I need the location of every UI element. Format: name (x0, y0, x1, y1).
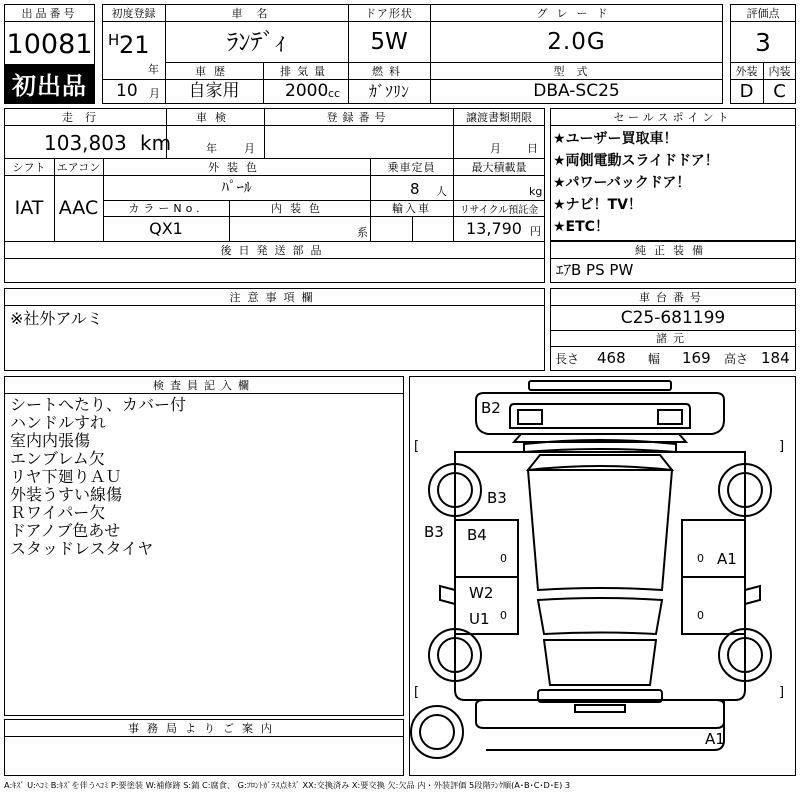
bracket-mark: [ (414, 439, 420, 454)
equipment-label: 純正装備 (635, 243, 711, 257)
car-diagram (409, 376, 796, 776)
damage-mark: A1 (705, 730, 725, 748)
transfer-label: 譲渡書類期限 (466, 110, 532, 124)
history-label: 車歴 (195, 64, 233, 78)
transfer-day-unit: 日 (527, 142, 538, 155)
bracket-mark: [ (414, 685, 420, 700)
equipment-value: ｴｱB PS PW (556, 261, 634, 279)
first-listing-badge: 初出品 (5, 64, 94, 103)
insp-year-unit: 年 (206, 142, 217, 155)
chassis-label: 車台番号 (639, 290, 707, 304)
listing-no: 10081 (6, 28, 93, 60)
sales-points-list (553, 128, 793, 238)
displacement-unit: cc (328, 87, 341, 100)
damage-mark: B3 (424, 523, 444, 541)
sales-points-label: セールスポイント (613, 110, 733, 124)
sales-point-item: ★パワーバックドア！ (553, 175, 691, 191)
inspector-note: リヤ下廻りＡＵ (10, 467, 122, 486)
month-unit: 月 (149, 87, 160, 100)
caution-label: 注意事項欄 (229, 290, 320, 304)
zero-mark: 0 (500, 552, 507, 565)
int-color-label: 内装色 (271, 202, 328, 215)
history: 自家用 (188, 81, 240, 101)
int-color-unit: 系 (357, 226, 368, 239)
inspector-note: スタッドレスタイヤ (10, 539, 154, 558)
inspector-notes (10, 396, 400, 558)
capacity-label: 乗車定員 (387, 160, 436, 174)
interior-grade: C (773, 80, 786, 102)
shift: IAT (14, 196, 44, 219)
first-reg-month: 10 (116, 81, 138, 101)
recycle-label: リサイクル預託金 (459, 204, 539, 216)
dims-label: 諸元 (656, 332, 690, 345)
score: 3 (755, 27, 771, 57)
displacement-label: 排気量 (280, 64, 331, 78)
damage-mark: A1 (717, 550, 737, 568)
sales-point-item: ★ETC！ (553, 219, 609, 235)
damage-mark: B2 (481, 399, 501, 417)
import-label: 輸入車 (392, 202, 431, 215)
door-label: ドア形状 (365, 6, 413, 20)
score-label: 評価点 (746, 6, 780, 20)
inspector-note: シートへたり、カバー付 (10, 395, 187, 414)
inspector-note: ドアノブ色あせ (10, 521, 121, 540)
ac-label: エアコン (56, 160, 101, 174)
inspector-note: エンブレム欠 (10, 449, 105, 468)
damage-mark: B3 (487, 489, 507, 507)
grade-label: グレード (536, 6, 617, 20)
inspector-note: 外装うすい線傷 (10, 485, 123, 504)
displacement: 2000 (285, 81, 329, 101)
legend: A:ｷｽﾞ U:ﾍｺﾐ B:ｷｽﾞを伴うﾍｺﾐ P:要塗装 W:補修跡 S:錆 C:腐食、 G:ﾌﾛﾝﾄｶﾞﾗｽ点ｷｽﾞ XX:交換済み X:要交換 欠:欠品 内・外装評価 5段階ﾗﾝｸ順(A･B･C･D･E) 3 (4, 781, 571, 790)
zero-mark: 0 (697, 552, 704, 565)
inspector-note: Ｒワイパー欠 (10, 503, 106, 522)
inspector-label: 検査員記入欄 (153, 378, 255, 392)
length-label: 長さ (555, 352, 580, 366)
capacity-unit: 人 (436, 185, 447, 198)
exterior-label: 外装 (735, 64, 758, 78)
car-name: ﾗﾝﾃﾞｨ (226, 28, 287, 56)
length: 468 (597, 349, 626, 367)
listing-no-label: 出品番号 (21, 6, 78, 20)
fuel: ｶﾞｿﾘﾝ (368, 81, 409, 101)
exterior-grade: D (739, 80, 754, 102)
bracket-mark: ] (779, 685, 785, 700)
load-unit: kg (529, 185, 543, 198)
grade: 2.0G (547, 28, 606, 55)
sales-point-item: ★ナビ！TV！ (553, 197, 642, 213)
mileage: 103,803 (44, 131, 127, 155)
height-label: 高さ (724, 352, 749, 366)
model: DBA-SC25 (533, 81, 620, 101)
zero-mark: 0 (697, 609, 704, 622)
mileage-unit: km (140, 131, 172, 155)
ext-color: ﾊﾟｰﾙ (221, 178, 252, 196)
capacity: 8 (410, 180, 420, 198)
era: H (108, 31, 120, 49)
recycle: 13,790 (466, 219, 522, 238)
damage-mark: B4 (467, 526, 487, 544)
mileage-label: 走行 (62, 110, 108, 124)
first-reg-year: 21 (119, 31, 150, 59)
sales-point-item: ★両側電動スライドドア！ (553, 153, 719, 169)
office-label: 事務局よりご案内 (128, 721, 280, 735)
reg-no-label: 登録番号 (326, 110, 391, 124)
color-no: QX1 (149, 218, 183, 238)
damage-mark: W2 (469, 584, 494, 602)
recycle-unit: 円 (530, 225, 541, 238)
later-parts-label: 後日発送部品 (220, 243, 329, 257)
insp-month-unit: 月 (244, 142, 255, 155)
caution-value: ※社外アルミ (10, 309, 103, 328)
load-label: 最大積載量 (471, 160, 527, 174)
width: 169 (682, 349, 711, 367)
year-unit: 年 (148, 63, 159, 76)
interior-label: 内装 (768, 64, 791, 78)
first-reg-label: 初度登録 (111, 6, 156, 20)
height: 184 (761, 349, 790, 367)
car-name-label: 車名 (231, 6, 282, 20)
door-type: 5W (370, 28, 408, 55)
chassis-no: C25-681199 (620, 307, 726, 328)
ac: AAC (58, 196, 99, 219)
inspector-note: ハンドルすれ (10, 413, 107, 432)
damage-mark: U1 (469, 610, 490, 628)
fuel-label: 燃料 (372, 64, 406, 78)
zero-mark: 0 (500, 609, 507, 622)
shift-label: シフト (12, 160, 46, 174)
inspection-label: 車検 (196, 110, 234, 124)
transfer-month-unit: 月 (490, 142, 501, 155)
width-label: 幅 (648, 352, 661, 366)
inspector-note: 室内内張傷 (10, 431, 91, 450)
model-label: 型式 (553, 64, 600, 78)
color-no-label: カラーNo. (128, 202, 204, 215)
ext-color-label: 外装色 (208, 160, 265, 174)
bracket-mark: ] (779, 439, 785, 454)
sales-point-item: ★ユーザー買取車！ (553, 131, 678, 147)
